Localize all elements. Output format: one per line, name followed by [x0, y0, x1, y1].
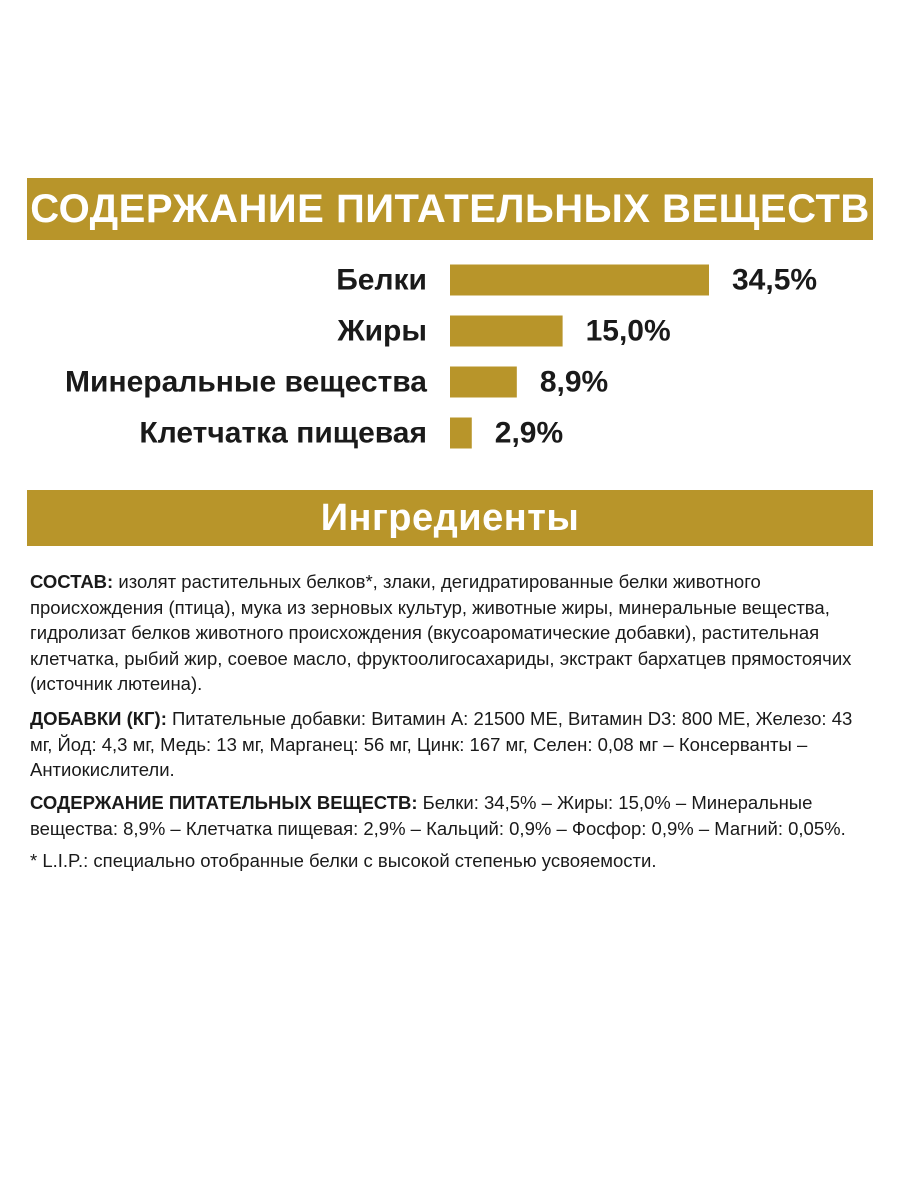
category-label: Минеральные вещества: [65, 365, 427, 399]
category-label: Белки: [336, 263, 427, 297]
nutrient-content-paragraph: [30, 790, 875, 841]
category-label: Жиры: [337, 314, 427, 348]
composition-paragraph: [30, 569, 875, 697]
value-label: 15,0%: [585, 314, 671, 348]
category-label: Клетчатка пищевая: [139, 416, 427, 450]
composition-text: изолят растительных белков*, злаки, дегидратированные белки животного происхождения (птица), мука из зерновых культур, животные жиры, минеральные вещества, гидролизат белков животного происхождения (вкусоароматические добавки), растительная клетчатка, рыбий жир, соевое масло, фруктоолигосахариды, экстракт бархатцев прямостоячих (источник лютеина).: [30, 571, 852, 694]
ingredients-heading: Ингредиенты: [27, 490, 873, 546]
additives-text: Питательные добавки: Витамин А: 21500 МЕ, Витамин D3: 800 МЕ, Железо: 43 мг, Йод: 4,3 мг, Медь: 13 мг, Марганец: 56 мг, Цинк: 167 мг, Селен: 0,08 мг – Консерванты – Антиокислители.: [30, 708, 853, 780]
nutrient-content-label: СОДЕРЖАНИЕ ПИТАТЕЛЬНЫХ ВЕЩЕСТВ:: [30, 792, 418, 813]
nutrient-bar-chart: [0, 256, 900, 456]
bar: [450, 316, 563, 347]
value-label: 34,5%: [732, 263, 818, 297]
value-label: 8,9%: [539, 365, 609, 399]
additives-paragraph: [30, 706, 875, 783]
additives-label: ДОБАВКИ (КГ):: [30, 708, 167, 729]
bar: [450, 418, 472, 449]
footnote: * L.I.P.: специально отобранные белки с высокой степенью усвояемости.: [30, 850, 657, 871]
value-label: 2,9%: [494, 416, 564, 450]
nutrient-content-text: Белки: 34,5% – Жиры: 15,0% – Минеральные вещества: 8,9% – Клетчатка пищевая: 2,9% – Кальций: 0,9% – Фосфор: 0,9% – Магний: 0,05%.: [30, 792, 846, 839]
bar: [450, 367, 517, 398]
nutrients-heading: СОДЕРЖАНИЕ ПИТАТЕЛЬНЫХ ВЕЩЕСТВ: [27, 178, 873, 240]
bar: [450, 265, 709, 296]
nutrient-bar-chart-svg: [0, 256, 900, 456]
composition-label: СОСТАВ:: [30, 571, 114, 592]
